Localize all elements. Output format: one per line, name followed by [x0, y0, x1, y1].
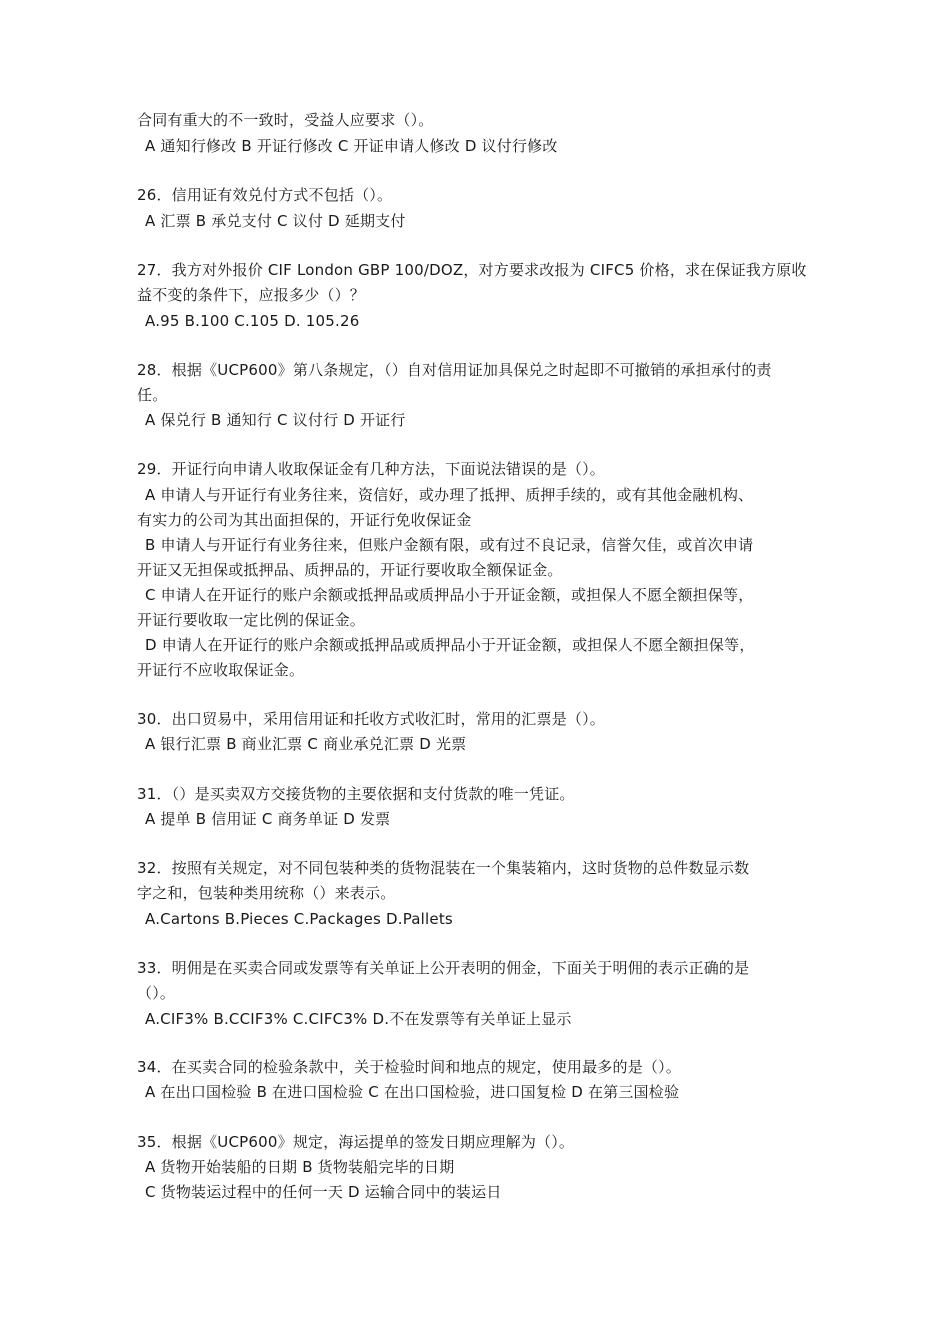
question-28-stem: 任。 [137, 386, 168, 404]
question-33-stem: 33．明佣是在买卖合同或发票等有关单证上公开表明的佣金，下面关于明佣的表示正确的是 [137, 959, 750, 977]
question-27-options: A.95 B.100 C.105 D. 105.26 [145, 312, 360, 330]
question-35-stem: 35．根据《UCP600》规定，海运提单的签发日期应理解为（）。 [137, 1133, 575, 1151]
question-29-stem: 29．开证行向申请人收取保证金有几种方法，下面说法错误的是（）。 [137, 460, 605, 478]
question-26-options: A 汇票 B 承兑支付 C 议付 D 延期支付 [145, 212, 406, 230]
question-32-options: A.Cartons B.Pieces C.Packages D.Pallets [145, 910, 453, 928]
question-32-stem: 32．按照有关规定，对不同包装种类的货物混装在一个集装箱内，这时货物的总件数显示数 [137, 859, 750, 877]
question-29-option-a: 有实力的公司为其出面担保的，开证行免收保证金 [137, 511, 472, 529]
question-28-stem: 28．根据《UCP600》第八条规定，（）自对信用证加具保兑之时起即不可撤销的承担承付的责 [137, 361, 772, 379]
question-29-option-b: 开证又无担保或抵押品、质押品的，开证行要收取全额保证金。 [137, 561, 563, 579]
question-33-stem: （）。 [137, 984, 176, 1002]
question-33-options: A.CIF3% B.CCIF3% C.CIFC3% D.不在发票等有关单证上显示 [145, 1010, 572, 1028]
question-34-options: A 在出口国检验 B 在进口国检验 C 在出口国检验，进口国复检 D 在第三国检验 [145, 1083, 680, 1101]
question-35-options: C 货物装运过程中的任何一天 D 运输合同中的装运日 [145, 1183, 502, 1201]
question-27-stem: 益不变的条件下，应报多少（）？ [137, 286, 366, 304]
question-34-stem: 34．在买卖合同的检验条款中，关于检验时间和地点的规定，使用最多的是（）。 [137, 1058, 681, 1076]
question-29-option-a: A 申请人与开证行有业务往来，资信好，或办理了抵押、质押手续的，或有其他金融机构、 [145, 486, 754, 504]
question-31-options: A 提单 B 信用证 C 商务单证 D 发票 [145, 810, 391, 828]
question-26-stem: 26．信用证有效兑付方式不包括（）。 [137, 186, 393, 204]
question-32-stem: 字之和，包装种类用统称（）来表示。 [137, 884, 396, 902]
question-stem: 合同有重大的不一致时，受益人应要求（）。 [137, 111, 434, 129]
question-31-stem: 31．（）是买卖双方交接货物的主要依据和支付货款的唯一凭证。 [137, 785, 575, 803]
question-29-option-d: D 申请人在开证行的账户余额或抵押品或质押品小于开证金额，或担保人不愿全额担保等， [145, 636, 755, 654]
question-30-stem: 30．出口贸易中，采用信用证和托收方式收汇时，常用的汇票是（）。 [137, 710, 605, 728]
question-options: A 通知行修改 B 开证行修改 C 开证申请人修改 D 议付行修改 [145, 137, 558, 155]
question-35-options: A 货物开始装船的日期 B 货物装船完毕的日期 [145, 1158, 455, 1176]
question-27-stem: 27．我方对外报价 CIF London GBP 100/DOZ，对方要求改报为 CIFC5 价格，求在保证我方原收 [137, 261, 807, 279]
question-28-options: A 保兑行 B 通知行 C 议付行 D 开证行 [145, 411, 406, 429]
question-29-option-c: C 申请人在开证行的账户余额或抵押品或质押品小于开证金额，或担保人不愿全额担保等， [145, 586, 754, 604]
question-29-option-d: 开证行不应收取保证金。 [137, 661, 305, 679]
question-29-option-b: B 申请人与开证行有业务往来，但账户金额有限，或有过不良记录，信誉欠佳，或首次申请 [145, 536, 754, 554]
question-30-options: A 银行汇票 B 商业汇票 C 商业承兑汇票 D 光票 [145, 735, 467, 753]
question-29-option-c: 开证行要收取一定比例的保证金。 [137, 611, 366, 629]
